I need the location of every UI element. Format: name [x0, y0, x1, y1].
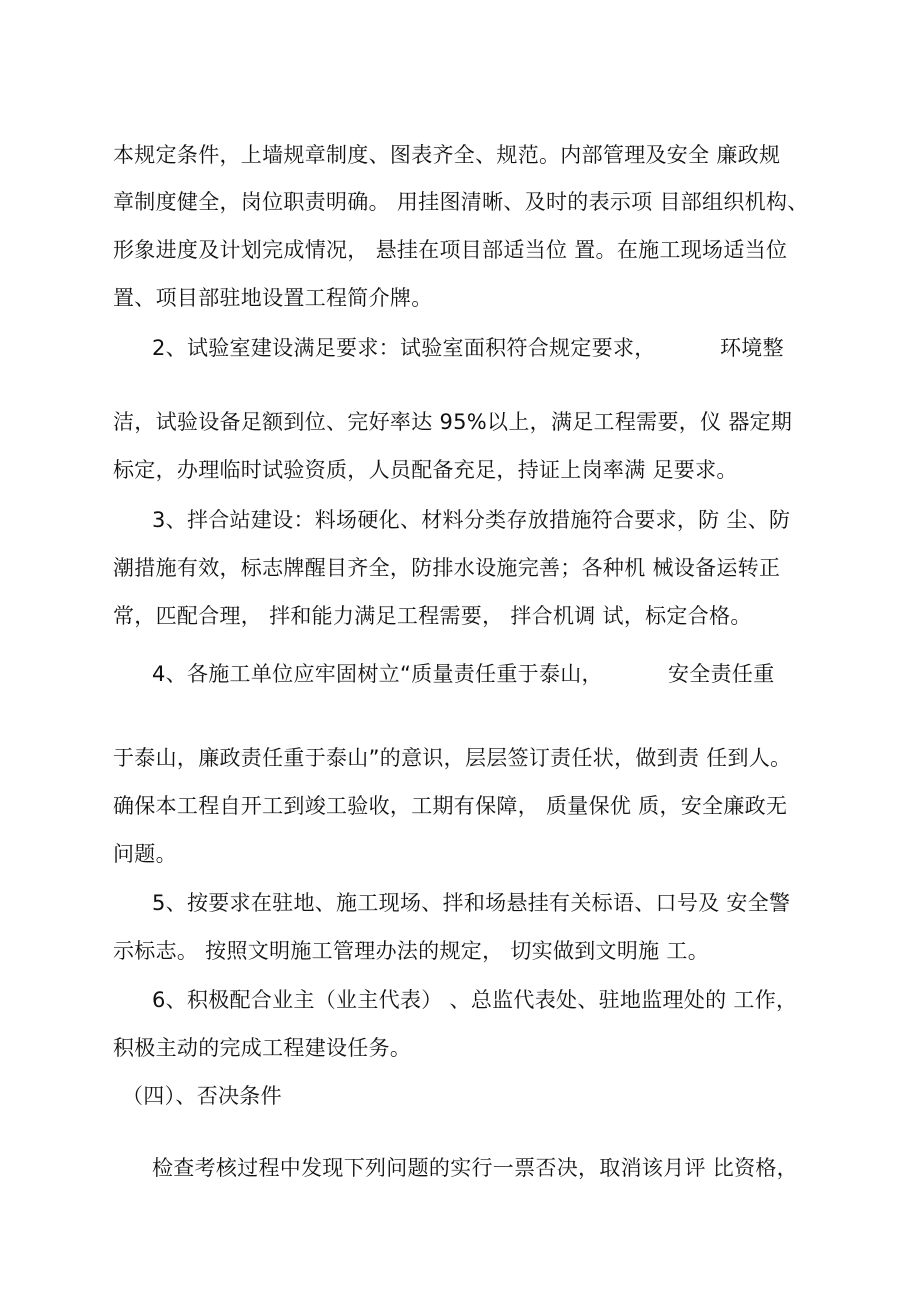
item-4-heading: 4、各施工单位应牢固树立“质量责任重于泰山， — [152, 662, 603, 686]
paragraph-line: 示标志。 按照文明施工管理办法的规定， 切实做到文明施 工。 — [113, 939, 710, 963]
paragraph-line: 积极主动的完成工程建设任务。 — [113, 1036, 412, 1060]
paragraph-line: 问题。 — [113, 842, 177, 866]
item-5-heading: 5、按要求在驻地、施工现场、拌和场悬挂有关标语、口号及 安全警 — [152, 891, 791, 915]
paragraph-line: 确保本工程自开工到竣工验收，工期有保障， 质量保优 质，安全廉政无 — [113, 794, 788, 818]
paragraph-line: 章制度健全，岗位职责明确。 用挂图清晰、及时的表示项 目部组织机构、 — [113, 190, 809, 214]
paragraph-line: 常，匹配合理， 拌和能力满足工程需要， 拌合机调 试，标定合格。 — [113, 604, 752, 628]
paragraph-line: 于泰山，廉政责任重于泰山”的意识，层层签订责任状，做到责 任到人。 — [113, 746, 792, 770]
paragraph-line: 标定，办理临时试验资质，人员配备充足，持证上岗率满 足要求。 — [113, 458, 738, 482]
paragraph-line: 置、项目部驻地设置工程简介牌。 — [113, 286, 433, 310]
paragraph-line: 潮措施有效，标志牌醒目齐全，防排水设施完善；各种机 械设备运转正 — [113, 556, 781, 580]
paragraph-line: 本规定条件，上墙规章制度、图表齐全、规范。内部管理及安全 廉政规 — [113, 143, 781, 167]
item-6-heading: 6、积极配合业主（业主代表） 、总监代表处、驻地监理处的 工作， — [152, 988, 798, 1012]
item-2-heading-tail: 环境整 — [720, 336, 784, 360]
paragraph-line: 形象进度及计划完成情况， 悬挂在项目部适当位 置。在施工现场适当位 — [113, 238, 788, 262]
item-3-heading: 3、拌合站建设：料场硬化、材料分类存放措施符合要求，防 尘、防 — [152, 508, 791, 532]
paragraph-line: 洁，试验设备足额到位、完好率达 95%以上，满足工程需要，仪 器定期 — [113, 410, 793, 434]
paragraph-line: 检查考核过程中发现下列问题的实行一票否决，取消该月评 比资格， — [152, 1156, 798, 1180]
item-2-heading: 2、试验室建设满足要求：试验室面积符合规定要求， — [152, 336, 656, 360]
section-heading: （四）、否决条件 — [122, 1084, 282, 1108]
item-4-heading-tail: 安全责任重 — [668, 662, 775, 686]
